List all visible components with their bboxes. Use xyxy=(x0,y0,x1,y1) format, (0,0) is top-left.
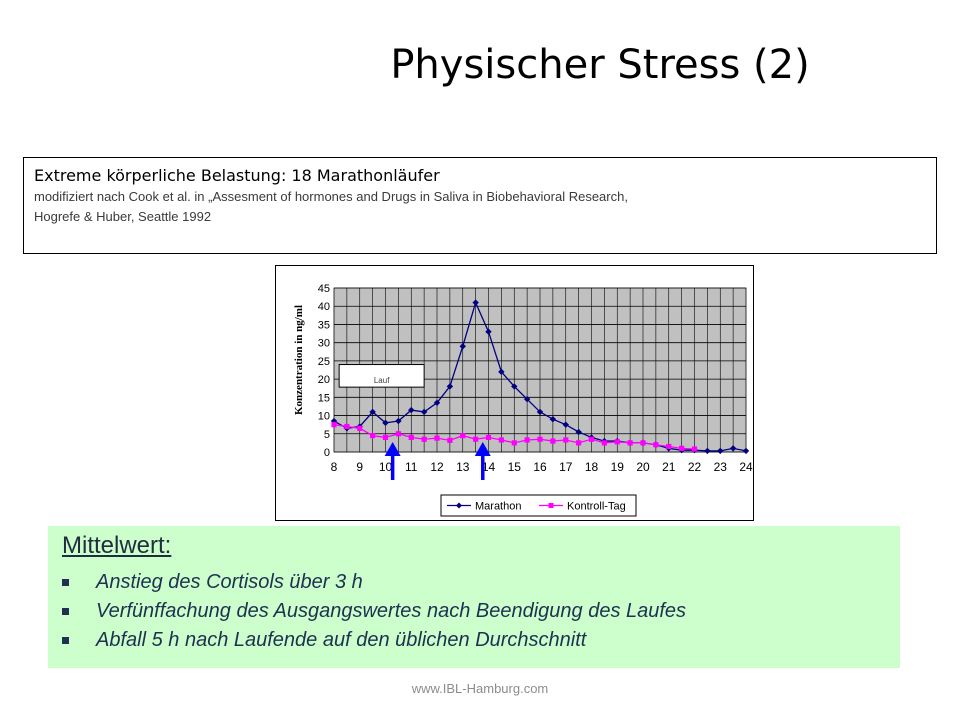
x-tick-label: 23 xyxy=(713,460,727,474)
bullet-square-icon xyxy=(62,608,69,615)
kontroll-point xyxy=(499,437,504,442)
x-tick-label: 17 xyxy=(559,460,573,474)
x-tick-label: 16 xyxy=(533,460,547,474)
kontroll-point xyxy=(563,437,568,442)
summary-item-text: Abfall 5 h nach Laufende auf den üblichen Durchschnitt xyxy=(96,629,587,651)
source-citation-line1: modifiziert nach Cook et al. in „Assesment of hormones and Drugs in Saliva in Biobehavioral Research, xyxy=(34,189,628,204)
y-tick-label: 25 xyxy=(317,355,330,368)
x-tick-label: 13 xyxy=(456,460,470,474)
kontroll-point xyxy=(434,436,439,441)
kontroll-point xyxy=(525,437,530,442)
y-tick-label: 30 xyxy=(317,337,330,350)
lauf-annotation-label: Lauf xyxy=(373,376,390,386)
source-box xyxy=(23,157,937,254)
kontroll-point xyxy=(409,435,414,440)
slide-title: Physischer Stress (2) xyxy=(390,42,810,88)
y-tick-label: 40 xyxy=(317,301,330,314)
kontroll-point xyxy=(473,437,478,442)
y-tick-label: 5 xyxy=(323,428,330,441)
kontroll-point xyxy=(370,433,375,438)
legend-kontroll-label: Kontroll-Tag xyxy=(567,500,626,513)
y-tick-label: 15 xyxy=(317,392,330,405)
kontroll-point xyxy=(589,437,594,442)
kontroll-point xyxy=(486,435,491,440)
kontroll-point xyxy=(640,440,645,445)
kontroll-point xyxy=(383,435,388,440)
kontroll-point xyxy=(615,439,620,444)
x-tick-label: 19 xyxy=(610,460,624,474)
legend-marathon-label: Marathon xyxy=(475,500,522,513)
kontroll-point xyxy=(576,440,581,445)
kontroll-point xyxy=(692,446,697,451)
y-tick-label: 10 xyxy=(317,410,330,423)
kontroll-point xyxy=(460,433,465,438)
kontroll-point xyxy=(666,444,671,449)
kontroll-point xyxy=(344,424,349,429)
x-tick-label: 20 xyxy=(636,460,650,474)
x-tick-label: 24 xyxy=(739,460,753,474)
x-tick-label: 11 xyxy=(405,460,418,474)
x-tick-label: 21 xyxy=(662,460,676,474)
summary-item-text: Anstieg des Cortisols über 3 h xyxy=(96,571,363,593)
y-tick-label: 45 xyxy=(317,283,330,295)
y-axis-label: Konzentration in ng/ml xyxy=(293,304,305,416)
summary-item xyxy=(62,597,886,626)
cortisol-chart xyxy=(275,265,754,521)
kontroll-point xyxy=(396,431,401,436)
x-tick-label: 18 xyxy=(584,460,599,474)
footer-url: www.IBL-Hamburg.com xyxy=(411,681,549,696)
x-tick-label: 12 xyxy=(430,460,444,474)
x-tick-label: 10 xyxy=(378,460,393,474)
bullet-square-icon xyxy=(62,579,69,586)
kontroll-point xyxy=(512,440,517,445)
source-heading: Extreme körperliche Belastung: 18 Marathonläufer xyxy=(34,166,440,185)
chart-canvas xyxy=(276,266,755,522)
kontroll-point xyxy=(602,440,607,445)
x-tick-label: 8 xyxy=(330,460,338,474)
kontroll-point xyxy=(422,437,427,442)
kontroll-point xyxy=(537,437,542,442)
x-tick-label: 14 xyxy=(481,460,496,474)
kontroll-point xyxy=(331,422,336,427)
kontroll-point xyxy=(653,442,658,447)
kontroll-point xyxy=(447,438,452,443)
summary-heading: Mittelwert: xyxy=(62,532,172,559)
kontroll-point xyxy=(679,446,684,451)
summary-list xyxy=(62,568,886,655)
x-tick-label: 22 xyxy=(687,460,702,474)
summary-item xyxy=(62,568,886,597)
summary-box xyxy=(48,526,900,668)
summary-item-text: Verfünffachung des Ausgangswertes nach Beendigung des Laufes xyxy=(96,600,687,622)
x-tick-label: 9 xyxy=(356,460,364,474)
bullet-square-icon xyxy=(62,637,69,644)
kontroll-point xyxy=(550,438,555,443)
y-tick-label: 0 xyxy=(323,447,330,459)
y-tick-label: 35 xyxy=(317,319,330,332)
summary-item xyxy=(62,626,886,655)
source-citation-line2: Hogrefe & Huber, Seattle 1992 xyxy=(34,209,212,224)
y-tick-label: 20 xyxy=(317,374,330,387)
kontroll-point xyxy=(357,426,362,431)
x-tick-label: 15 xyxy=(507,460,521,474)
kontroll-point xyxy=(628,440,633,445)
legend-kontroll-marker xyxy=(549,503,554,508)
